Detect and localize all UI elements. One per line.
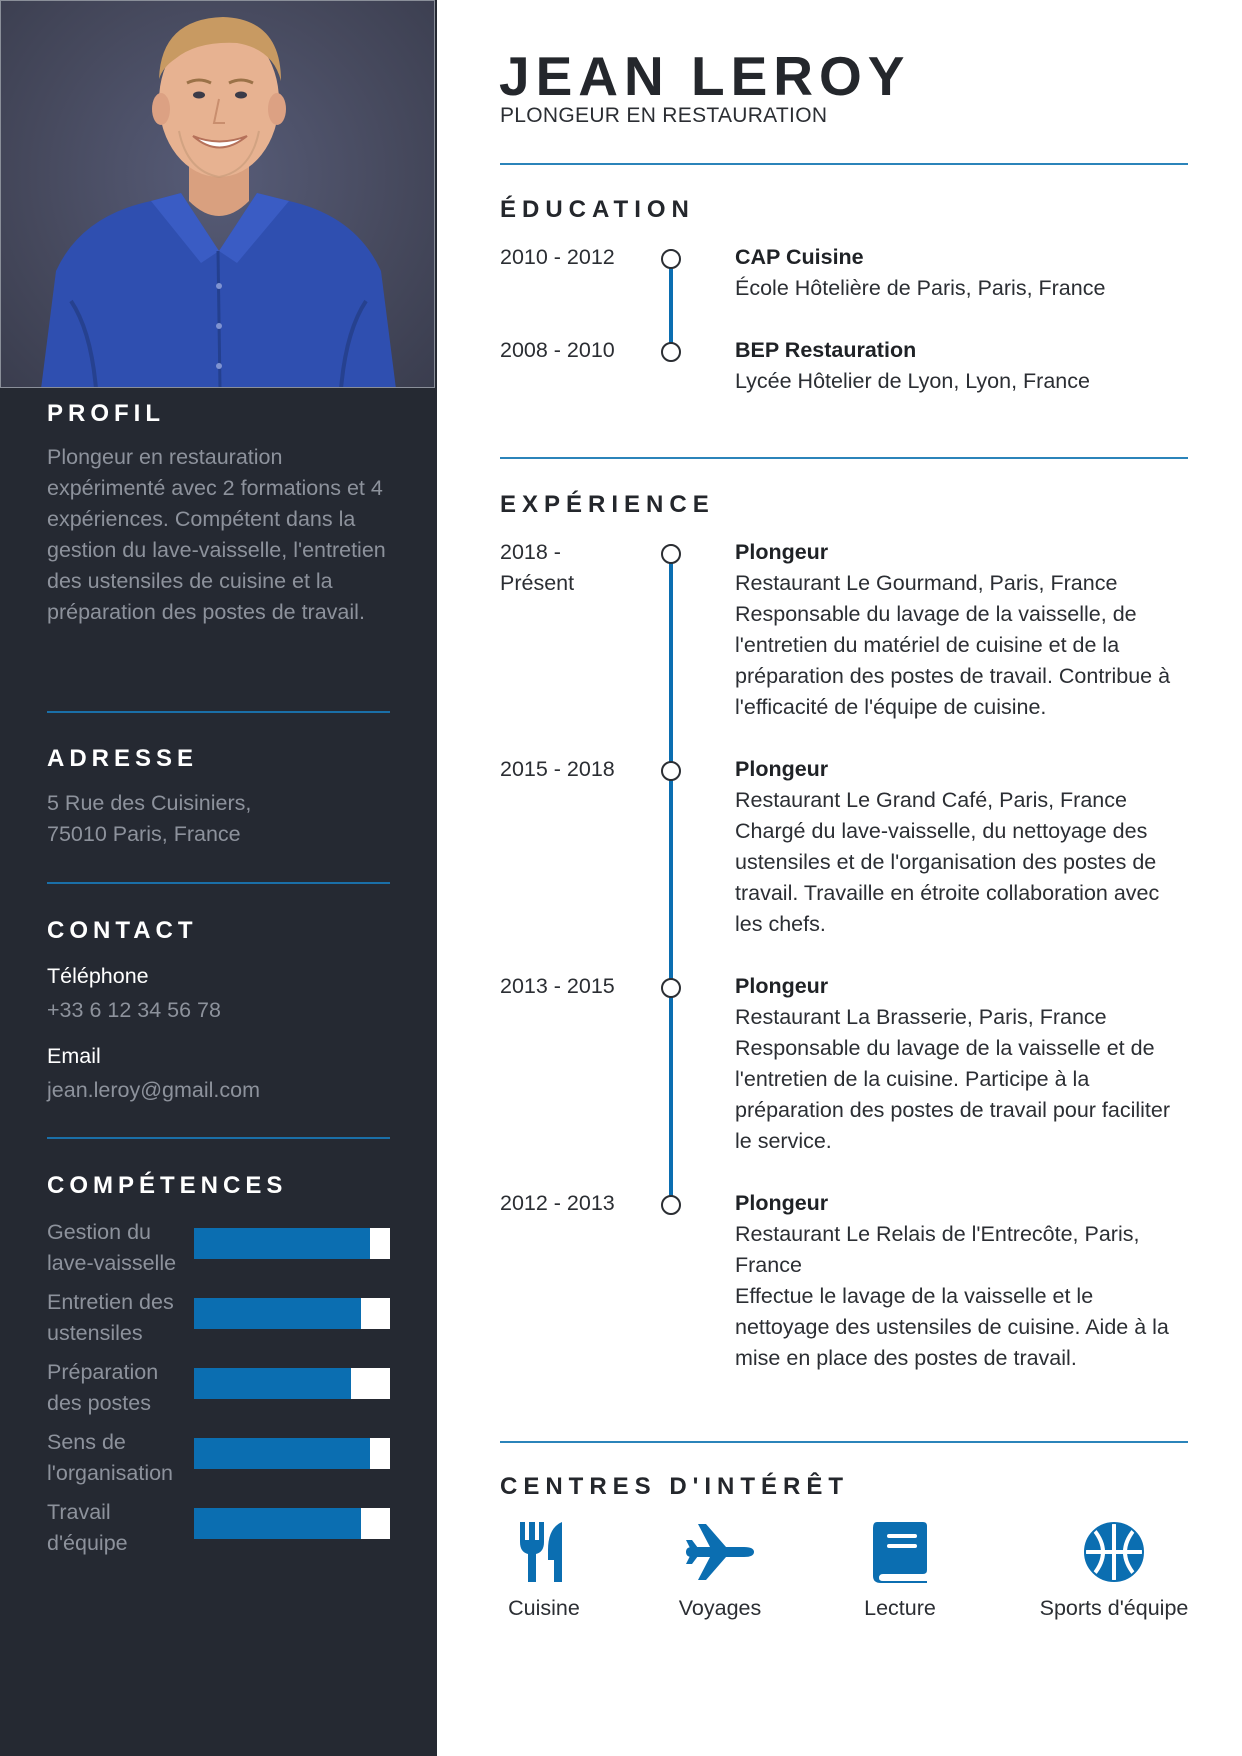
skill-bar	[194, 1508, 390, 1539]
experience-timeline-line	[669, 555, 673, 1205]
phone-label: Téléphone	[47, 964, 149, 988]
address-line-1: 5 Rue des Cuisiniers,	[47, 791, 252, 815]
interest-label: Lecture	[864, 1596, 936, 1620]
skill-name: Sens de l'organisation	[47, 1430, 174, 1485]
experience-entry	[735, 1188, 1190, 1374]
phone-value[interactable]: +33 6 12 34 56 78	[47, 998, 221, 1022]
experience-date: 2018 - Présent	[500, 540, 575, 595]
contact-section	[47, 917, 390, 945]
education-title: BEP Restauration	[735, 338, 917, 362]
contact-heading: CONTACT	[47, 917, 198, 944]
education-place: Lycée Hôtelier de Lyon, Lyon, France	[735, 369, 1090, 393]
education-date: 2008 - 2010	[500, 338, 615, 362]
experience-entry	[735, 537, 1190, 723]
education-title: CAP Cuisine	[735, 245, 864, 269]
skills-section	[47, 1172, 390, 1200]
experience-entry	[735, 971, 1190, 1157]
education-entry	[735, 242, 1190, 304]
experience-role: Plongeur	[735, 1191, 829, 1215]
interest-item	[1029, 1520, 1199, 1621]
skill-bar-fill	[194, 1508, 361, 1539]
email-label: Email	[47, 1044, 101, 1068]
skill-bar	[194, 1228, 390, 1259]
sidebar	[0, 0, 437, 1756]
interest-label: Voyages	[678, 1596, 762, 1620]
experience-description: Responsable du lavage de la vaisselle, de l'entretien du matériel de cuisine et de la préparation des postes de travail. Contribue à l'efficacité de l'équipe de cuisine.	[735, 602, 1171, 719]
address-line-2: 75010 Paris, France	[47, 822, 241, 846]
skill-name: Gestion du lave-vaisselle	[47, 1220, 177, 1275]
profile-divider	[47, 711, 390, 713]
address-divider	[47, 882, 390, 884]
contact-divider	[47, 1137, 390, 1139]
skill-name: Entretien des ustensiles	[47, 1290, 174, 1345]
skill-bar-fill	[194, 1368, 351, 1399]
skill-bar-fill	[194, 1228, 370, 1259]
interest-label: Cuisine	[508, 1596, 580, 1620]
skill-bar-fill	[194, 1298, 361, 1329]
education-heading: ÉDUCATION	[500, 196, 695, 223]
education-date: 2010 - 2012	[500, 245, 615, 269]
book-icon	[871, 1520, 929, 1584]
job-title: PLONGEUR EN RESTAURATION	[500, 104, 828, 127]
experience-date: 2015 - 2018	[500, 757, 615, 781]
experience-entry	[735, 754, 1190, 940]
candidate-name: JEAN LEROY	[499, 45, 911, 107]
skill-bar-fill	[194, 1438, 370, 1469]
skill-name: Travail d'équipe	[47, 1500, 128, 1555]
profile-photo	[0, 0, 435, 388]
timeline-dot	[661, 1195, 681, 1215]
header-divider	[500, 163, 1188, 165]
education-entry	[735, 335, 1190, 397]
address-section	[47, 745, 390, 773]
interest-item	[845, 1520, 955, 1621]
skills-heading: COMPÉTENCES	[47, 1172, 288, 1199]
experience-role: Plongeur	[735, 974, 829, 998]
skill-bar	[194, 1368, 390, 1399]
experience-heading: EXPÉRIENCE	[500, 491, 715, 518]
skill-bar	[194, 1298, 390, 1329]
interest-item	[665, 1520, 775, 1621]
timeline-dot	[661, 761, 681, 781]
interests-heading: CENTRES D'INTÉRÊT	[500, 1473, 850, 1500]
address-text	[47, 788, 390, 850]
email-value[interactable]: jean.leroy@gmail.com	[47, 1078, 261, 1102]
profile-text: Plongeur en restauration expérimenté avec 2 formations et 4 expériences. Compétent dans la gestion du lave-vaisselle, l'entretien des ustensiles de cuisine et la préparation des postes de travail.	[47, 445, 386, 624]
utensils-icon	[514, 1520, 574, 1584]
education-timeline-line	[669, 260, 673, 353]
education-divider	[500, 457, 1188, 459]
timeline-dot	[661, 544, 681, 564]
experience-role: Plongeur	[735, 757, 829, 781]
experience-place: Restaurant Le Relais de l'Entrecôte, Paris, France	[735, 1222, 1140, 1277]
experience-place: Restaurant Le Grand Café, Paris, France	[735, 788, 1127, 812]
experience-date: 2012 - 2013	[500, 1191, 615, 1215]
skill-item	[47, 1427, 390, 1489]
experience-description: Effectue le lavage de la vaisselle et le nettoyage des ustensiles de cuisine. Aide à la mise en place des postes de travail.	[735, 1284, 1169, 1370]
experience-place: Restaurant La Brasserie, Paris, France	[735, 1005, 1107, 1029]
experience-date: 2013 - 2015	[500, 974, 615, 998]
interest-label: Sports d'équipe	[1039, 1596, 1189, 1620]
skill-item	[47, 1217, 390, 1279]
experience-description: Chargé du lave-vaisselle, du nettoyage des ustensiles et de l'organisation des postes de travail. Travaille en étroite collaboration avec les chefs.	[735, 819, 1160, 936]
experience-role: Plongeur	[735, 540, 829, 564]
portrait-illustration	[1, 1, 435, 388]
skill-name: Préparation des postes	[47, 1360, 159, 1415]
experience-divider	[500, 1441, 1188, 1443]
skill-bar	[194, 1438, 390, 1469]
timeline-dot	[661, 978, 681, 998]
interest-item	[499, 1520, 589, 1621]
basketball-icon	[1082, 1520, 1146, 1584]
timeline-dot	[661, 249, 681, 269]
timeline-dot	[661, 342, 681, 362]
plane-icon	[684, 1520, 756, 1584]
skill-item	[47, 1357, 390, 1419]
experience-place: Restaurant Le Gourmand, Paris, France	[735, 571, 1118, 595]
profile-heading: PROFIL	[47, 400, 165, 427]
skill-item	[47, 1497, 390, 1559]
education-place: École Hôtelière de Paris, Paris, France	[735, 276, 1106, 300]
experience-description: Responsable du lavage de la vaisselle et de l'entretien de la cuisine. Participe à la préparation des postes de travail pour faciliter le service.	[735, 1036, 1171, 1153]
address-heading: ADRESSE	[47, 745, 199, 772]
profile-section	[47, 400, 390, 428]
skill-item	[47, 1287, 390, 1349]
